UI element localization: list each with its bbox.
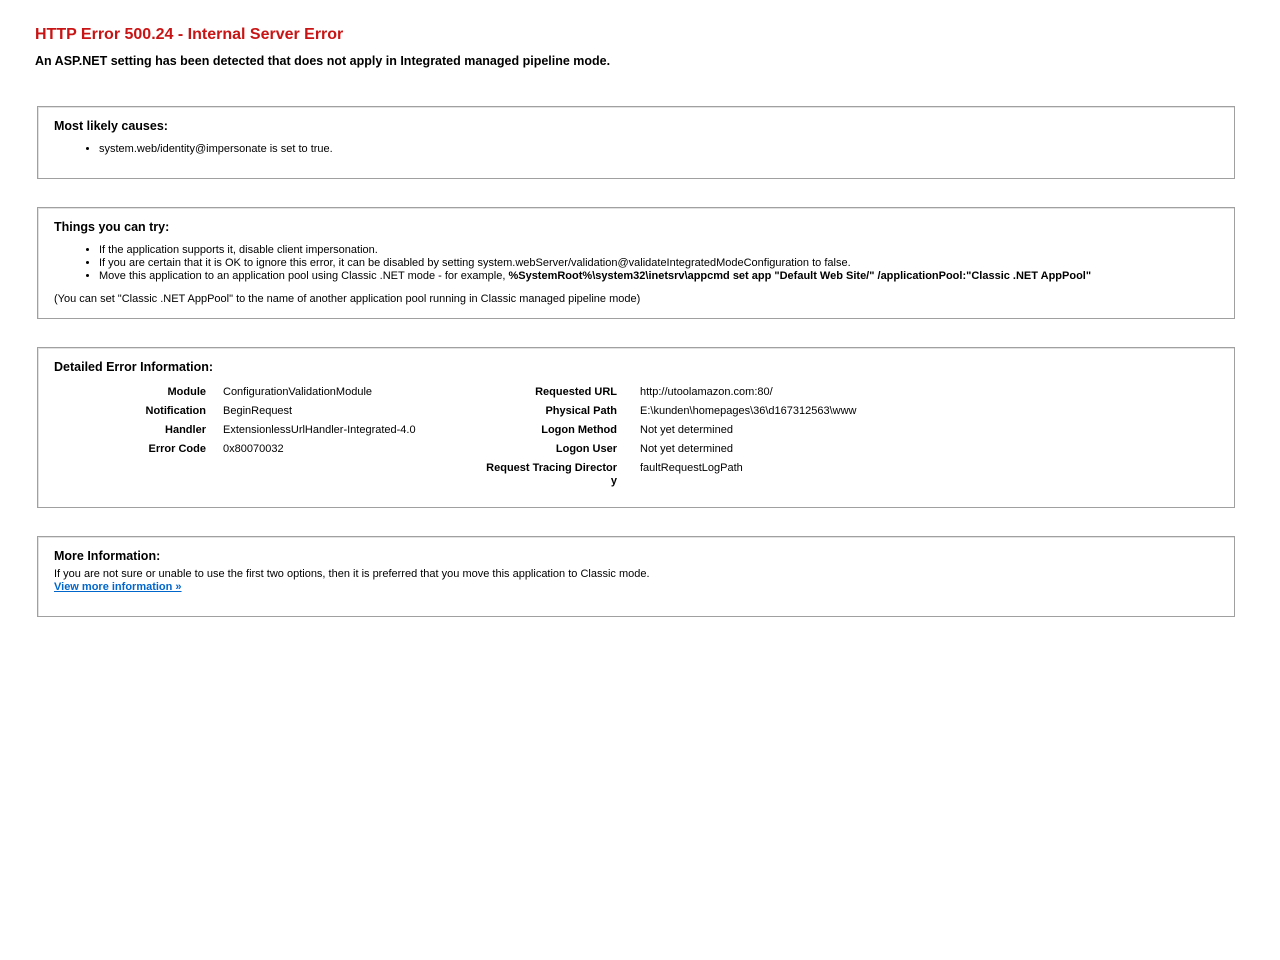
detailed-error-heading: Detailed Error Information:	[54, 360, 214, 374]
detail-label: Notification	[145, 405, 206, 417]
detail-row	[484, 462, 984, 488]
error-title: HTTP Error 500.24 - Internal Server Error	[35, 26, 344, 43]
detail-label: Logon Method	[541, 424, 617, 436]
detail-label: Handler	[165, 424, 206, 436]
detail-value: http://utoolamazon.com:80/	[640, 386, 773, 398]
detail-value: Not yet determined	[640, 424, 733, 436]
detail-label: Requested URL	[535, 386, 617, 398]
detail-row	[484, 443, 984, 456]
detail-row	[484, 424, 984, 437]
error-subtitle: An ASP.NET setting has been detected that does not apply in Integrated managed pipeline mode.	[35, 54, 611, 68]
detail-value: BeginRequest	[223, 405, 293, 417]
detail-label: Module	[167, 386, 206, 398]
things-to-try-heading: Things you can try:	[54, 220, 170, 234]
more-information-text: If you are not sure or unable to use the first two options, then it is preferred that you move this application to Classic mode.	[54, 568, 650, 580]
view-more-information-link[interactable]: View more information »	[54, 581, 182, 593]
things-to-try-section	[37, 207, 1235, 319]
detail-value: E:\kunden\homepages\36\d167312563\www	[640, 405, 857, 417]
detail-value: faultRequestLogPath	[640, 462, 743, 474]
likely-causes-list	[54, 143, 333, 156]
list-item: • If you are certain that it is OK to ignore this error, it can be disabled by setting system.webServer/validation@validateIntegratedModeConfiguration to false.	[99, 257, 1091, 270]
detail-row	[76, 443, 476, 456]
detail-row	[76, 424, 476, 437]
more-information-heading: More Information:	[54, 549, 161, 563]
detail-value: 0x80070032	[223, 443, 284, 455]
detail-value: ExtensionlessUrlHandler-Integrated-4.0	[223, 424, 416, 436]
more-information-section	[37, 536, 1235, 617]
things-to-try-list	[54, 244, 1091, 283]
appcmd-command: %SystemRoot%\system32\inetsrv\appcmd set app "Default Web Site/" /applicationPool:"Classic .NET AppPool"	[508, 270, 1092, 282]
error-header	[35, 25, 1235, 69]
detail-row	[76, 386, 476, 399]
detail-row	[76, 405, 476, 418]
list-item	[99, 270, 1091, 283]
list-item: • If the application supports it, disable client impersonation.	[99, 244, 1091, 257]
list-item-text: Move this application to an application pool using Classic .NET mode - for example,	[99, 270, 509, 282]
detailed-error-section	[37, 347, 1235, 508]
more-information-link-row	[54, 581, 182, 594]
detail-value: ConfigurationValidationModule	[223, 386, 373, 398]
detail-row	[484, 386, 984, 399]
detail-value: Not yet determined	[640, 443, 733, 455]
detail-row	[484, 405, 984, 418]
detail-label: Physical Path	[545, 405, 617, 417]
app-pool-note: (You can set "Classic .NET AppPool" to the name of another application pool running in Classic managed pipeline mode)	[54, 293, 641, 305]
likely-causes-heading: Most likely causes:	[54, 119, 168, 133]
detail-label: Request Tracing Directory	[486, 462, 617, 487]
likely-causes-section	[37, 106, 1235, 179]
detail-label: Error Code	[148, 443, 206, 455]
detail-label: Logon User	[555, 443, 617, 455]
list-item: • system.web/identity@impersonate is set to true.	[99, 143, 333, 156]
